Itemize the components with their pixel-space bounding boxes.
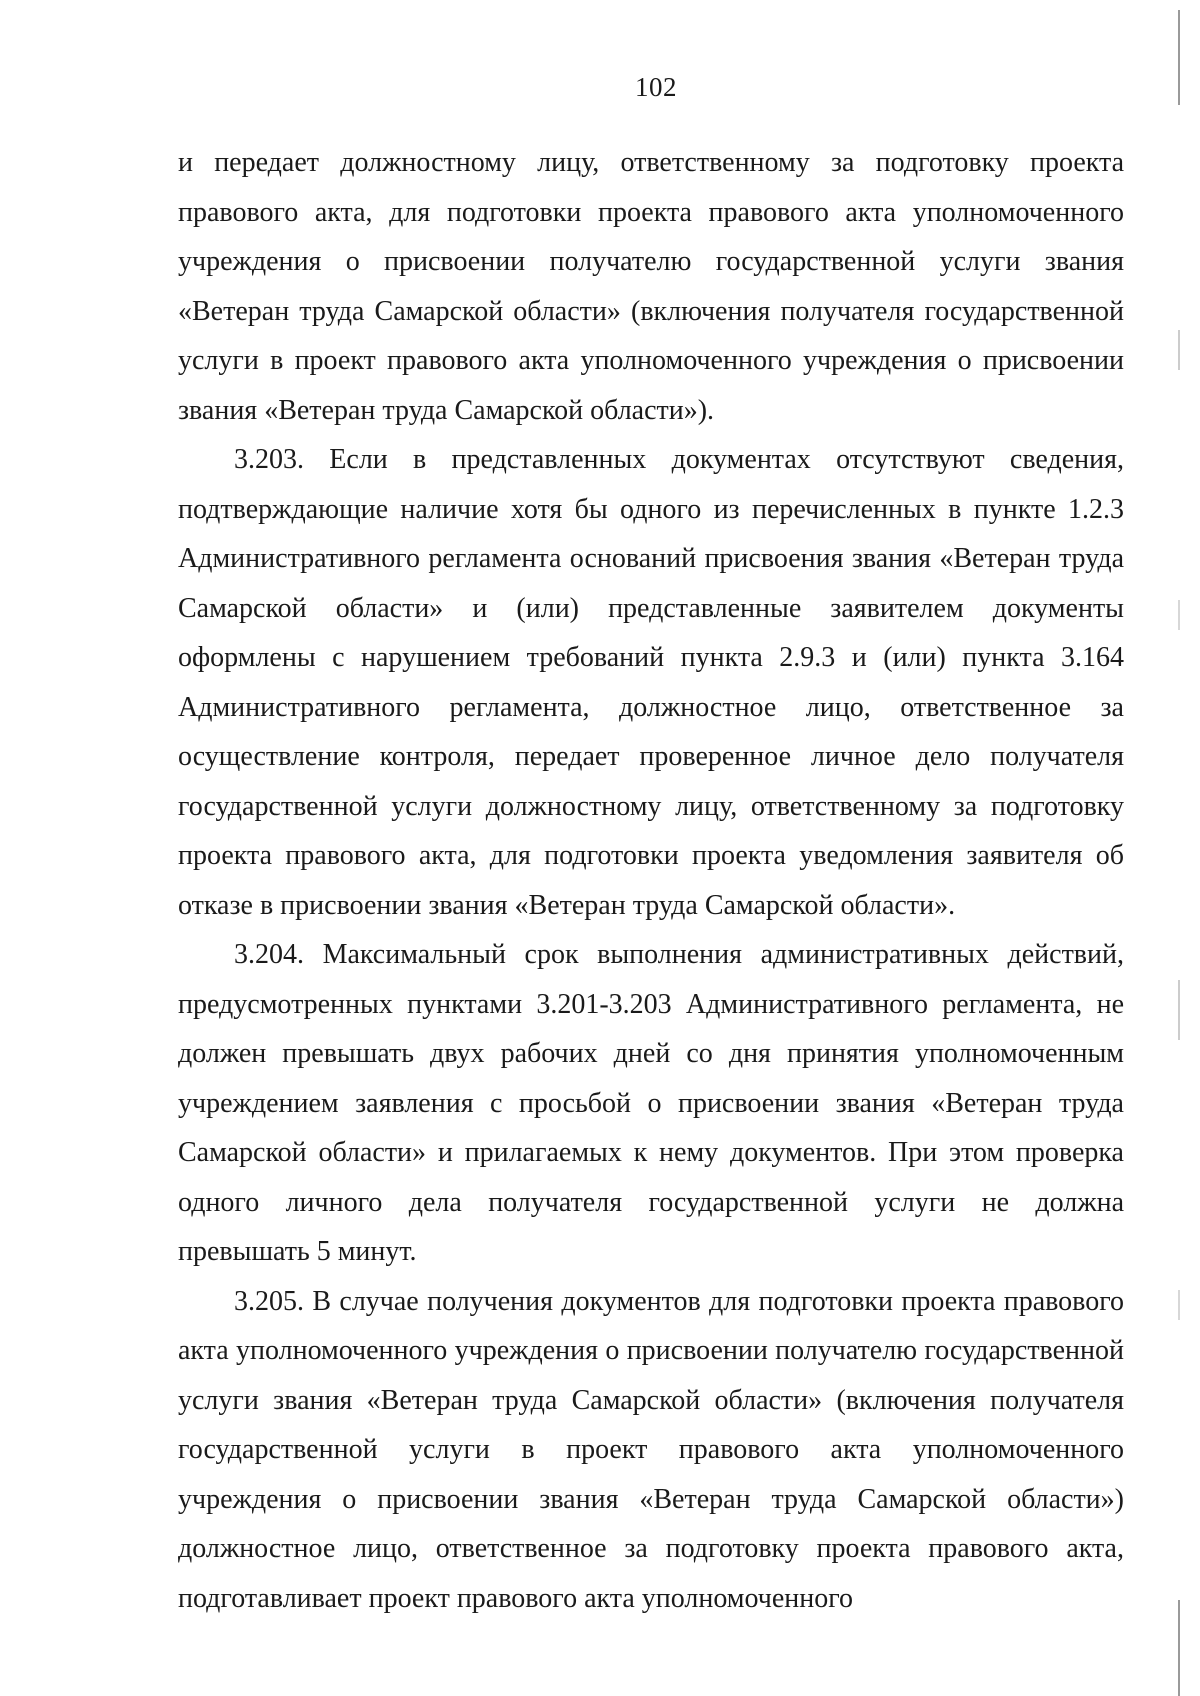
paragraph-3-203: 3.203. Если в представленных документах отсутствуют сведения, подтверждающие наличие хотя бы одного из перечисленных в пункте 1.2.3 Административного регламента оснований присвоения звания «Ветеран труда Самарской области» и (или) представленные заявителем документы оформлены с нарушением требований пункта 2.9.3 и (или) пункта 3.164 Административного регламента, должностное лицо, ответственное за осуществление контроля, передает проверенное личное дело получателя государственной услуги должностному лицу, ответственному за подготовку проекта правового акта, для подготовки проекта уведомления заявителя об отказе в присвоении звания «Ветеран труда Самарской области». bbox=[178, 444, 1124, 921]
scan-edge-marks bbox=[1178, 0, 1180, 1696]
document-body bbox=[178, 138, 1124, 1623]
paragraph-3-204: 3.204. Максимальный срок выполнения административных действий, предусмотренных пунктами 3.201-3.203 Административного регламента, не должен превышать двух рабочих дней со дня принятия уполномоченным учреждением заявления с просьбой о присвоении звания «Ветеран труда Самарской области» и прилагаемых к нему документов. При этом проверка одного личного дела получателя государственной услуги не должна превышать 5 минут. bbox=[178, 939, 1124, 1267]
paragraph-continuation: и передает должностному лицу, ответственному за подготовку проекта правового акта, для подготовки проекта правового акта уполномоченного учреждения о присвоении получателю государственной услуги звания «Ветеран труда Самарской области» (включения получателя государственной услуги в проект правового акта уполномоченного учреждения о присвоении звания «Ветеран труда Самарской области»). bbox=[178, 147, 1124, 426]
page-number: 102 bbox=[635, 72, 677, 102]
paragraph-3-205: 3.205. В случае получения документов для подготовки проекта правового акта уполномоченного учреждения о присвоении получателю государственной услуги звания «Ветеран труда Самарской области» (включения получателя государственной услуги в проект правового акта уполномоченного учреждения о присвоении звания «Ветеран труда Самарской области») должностное лицо, ответственное за подготовку проекта правового акта, подготавливает проект правового акта уполномоченного bbox=[178, 1285, 1124, 1614]
